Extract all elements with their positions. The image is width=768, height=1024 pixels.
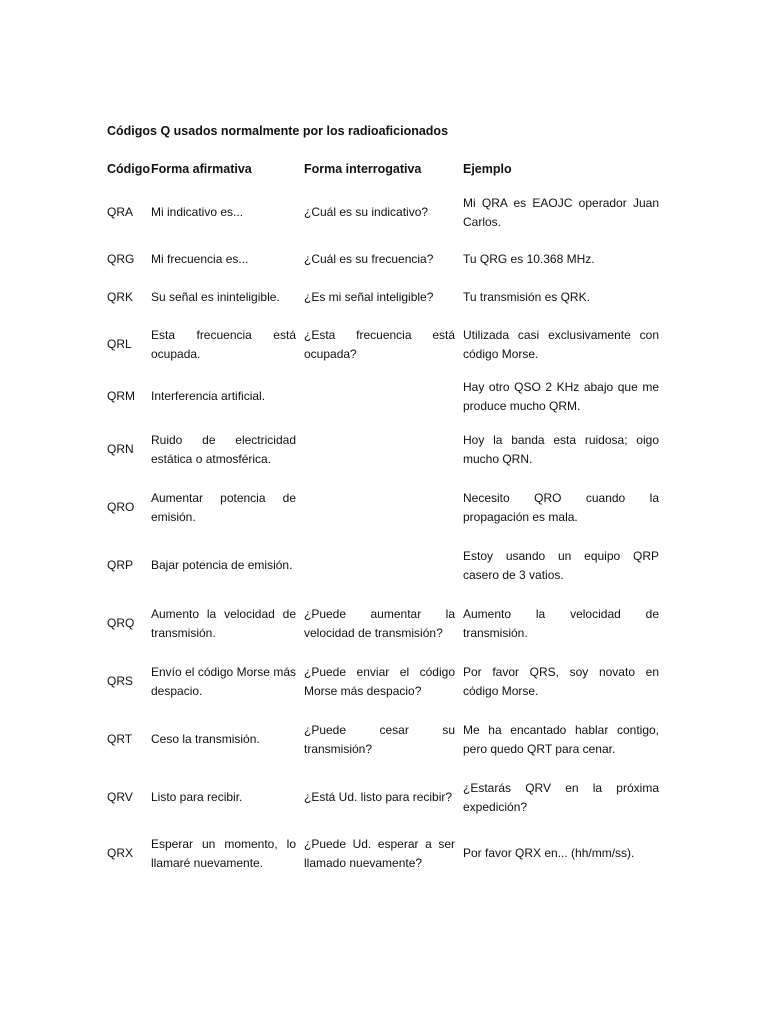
interrogative-cell: ¿Puede Ud. esperar a ser llamado nuevamente? — [304, 836, 455, 870]
table-row — [103, 769, 663, 827]
interrogative-cell: ¿Puede cesar su transmisión? — [304, 722, 455, 756]
example-cell: Estoy usando un equipo QRP casero de 3 vatios. — [463, 548, 659, 582]
header-interrogative: Forma interrogativa — [304, 162, 422, 177]
table-row — [103, 537, 663, 595]
code-cell: QRQ — [107, 616, 135, 631]
example-cell: Utilizada casi exclusivamente con código Morse. — [463, 327, 659, 361]
example-cell: Por favor QRS, soy novato en código Morse. — [463, 664, 659, 698]
interrogative-cell: ¿Cuál es su indicativo? — [304, 205, 429, 220]
interrogative-cell: ¿Está Ud. listo para recibir? — [304, 790, 453, 805]
affirmative-cell: Bajar potencia de emisión. — [151, 558, 293, 573]
affirmative-cell: Esta frecuencia está ocupada. — [151, 327, 296, 361]
example-cell: Tu transmisión es QRK. — [463, 290, 590, 305]
affirmative-cell: Aumentar potencia de emisión. — [151, 490, 296, 524]
table-body — [103, 185, 663, 881]
affirmative-cell: Aumento la velocidad de transmisión. — [151, 606, 296, 640]
interrogative-cell — [300, 537, 459, 595]
affirmative-cell: Listo para recibir. — [151, 790, 243, 805]
code-cell: QRG — [107, 252, 135, 267]
interrogative-cell — [300, 421, 459, 479]
interrogative-cell: ¿Cuál es su frecuencia? — [304, 252, 434, 267]
table-row — [103, 185, 663, 241]
affirmative-cell: Interferencia artificial. — [151, 389, 266, 404]
affirmative-cell: Ceso la transmisión. — [151, 732, 260, 747]
table-row — [103, 595, 663, 653]
table-row — [103, 827, 663, 881]
example-cell: Tu QRG es 10.368 MHz. — [463, 252, 595, 267]
table-row — [103, 421, 663, 479]
affirmative-cell: Mi indicativo es... — [151, 205, 244, 220]
example-cell: Hay otro QSO 2 KHz abajo que me produce mucho QRM. — [463, 379, 659, 413]
table-row — [103, 317, 663, 373]
header-affirmative: Forma afirmativa — [151, 162, 252, 177]
table-row — [103, 653, 663, 711]
table-row — [103, 373, 663, 421]
table-header-row — [103, 155, 663, 185]
interrogative-cell: ¿Puede enviar el código Morse más despacio? — [304, 664, 455, 698]
example-cell: Necesito QRO cuando la propagación es mala. — [463, 490, 659, 524]
table-row — [103, 241, 663, 279]
code-cell: QRL — [107, 337, 132, 352]
code-cell: QRN — [107, 442, 134, 457]
example-cell: Por favor QRX en... (hh/mm/ss). — [463, 846, 635, 861]
affirmative-cell: Esperar un momento, lo llamaré nuevamente. — [151, 836, 296, 870]
interrogative-cell: ¿Puede aumentar la velocidad de transmisión? — [304, 606, 455, 640]
interrogative-cell — [300, 373, 459, 421]
code-cell: QRK — [107, 290, 134, 305]
table-row — [103, 711, 663, 769]
code-cell: QRX — [107, 846, 134, 861]
interrogative-cell: ¿Es mi señal inteligible? — [304, 290, 434, 305]
example-cell: Mi QRA es EAOJC operador Juan Carlos. — [463, 195, 659, 229]
q-codes-table — [103, 155, 663, 881]
header-code: Código — [107, 162, 151, 177]
affirmative-cell: Envío el código Morse más despacio. — [151, 664, 296, 698]
header-example: Ejemplo — [463, 162, 512, 177]
affirmative-cell: Su señal es ininteligible. — [151, 290, 280, 305]
page-title: Códigos Q usados normalmente por los radioaficionados — [107, 124, 449, 138]
code-cell: QRM — [107, 389, 135, 404]
example-cell: ¿Estarás QRV en la próxima expedición? — [463, 780, 659, 814]
interrogative-cell — [300, 479, 459, 537]
code-cell: QRT — [107, 732, 133, 747]
table-row — [103, 479, 663, 537]
interrogative-cell: ¿Esta frecuencia está ocupada? — [304, 327, 455, 361]
example-cell: Hoy la banda esta ruidosa; oigo mucho QRN. — [463, 432, 659, 466]
code-cell: QRA — [107, 205, 134, 220]
code-cell: QRS — [107, 674, 134, 689]
affirmative-cell: Mi frecuencia es... — [151, 252, 249, 267]
example-cell: Aumento la velocidad de transmisión. — [463, 606, 659, 640]
code-cell: QRO — [107, 500, 135, 515]
affirmative-cell: Ruido de electricidad estática o atmosférica. — [151, 432, 296, 466]
table-row — [103, 279, 663, 317]
code-cell: QRV — [107, 790, 133, 805]
code-cell: QRP — [107, 558, 134, 573]
example-cell: Me ha encantado hablar contigo, pero quedo QRT para cenar. — [463, 722, 659, 756]
